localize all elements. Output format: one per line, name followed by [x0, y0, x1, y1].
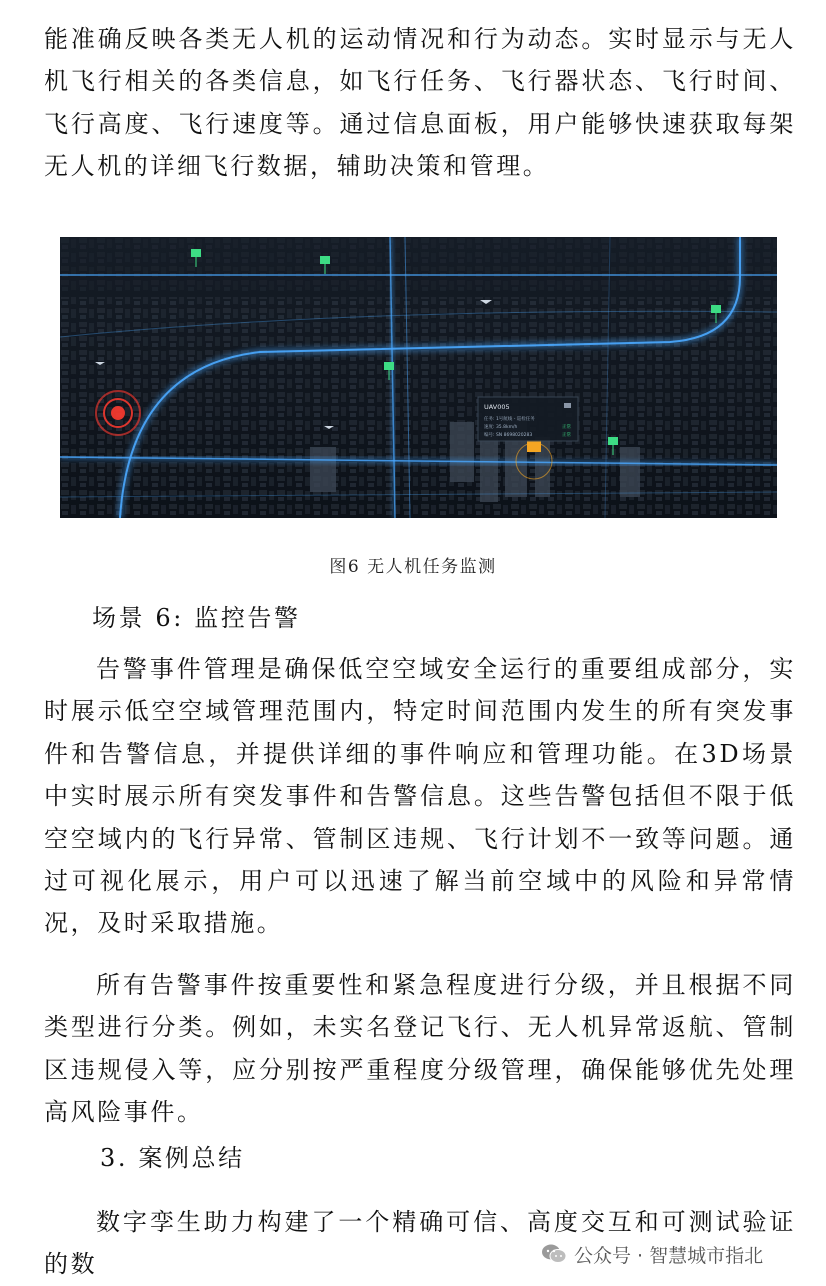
- scene-heading: 场景 6: 监控告警: [92, 604, 301, 632]
- paragraph-alert-management: 告警事件管理是确保低空空域安全运行的重要组成部分，实时展示低空空域管理范围内，特定时间范围内发生的所有突发事件和告警信息，并提供详细的事件响应和管理功能。在3D场景中实时展示所有突发事件和告警信息。这些告警包括但不限于低空空域内的飞行异常、管制区违规、飞行计划不一致等问题。通过可视化展示，用户可以迅速了解当前空域中的风险和异常情况，及时采取措施。: [44, 655, 796, 938]
- panel-status-1: 正常: [562, 425, 571, 430]
- paragraph-summary: 数字孪生助力构建了一个精确可信、高度交互和可测试验证的数: [44, 1208, 796, 1279]
- panel-title: UAV005: [484, 403, 510, 411]
- paragraph-alert-classification: 所有告警事件按重要性和紧急程度进行分级，并且根据不同类型进行分类。例如，未实名登记飞行、无人机异常返航、管制区违规侵入等，应分别按严重程度分级管理，确保能够优先处理高风险事件。: [44, 971, 796, 1127]
- city-map-image: [60, 237, 777, 518]
- panel-line-1: 任务: 1号航线 - 巡检任务: [484, 417, 535, 422]
- panel-status-2: 正常: [562, 433, 571, 438]
- section-heading: 3. 案例总结: [100, 1144, 245, 1172]
- panel-line-2: 速度: 35.8km/h: [484, 425, 518, 430]
- wechat-icon: [540, 1242, 568, 1266]
- drone-monitoring-figure: [60, 237, 777, 518]
- drone-info-panel: [478, 397, 578, 441]
- wechat-watermark: [540, 1238, 763, 1270]
- paragraph-intro: 能准确反映各类无人机的运动情况和行为动态。实时显示与无人机飞行相关的各类信息，如飞行任务、飞行器状态、飞行时间、飞行高度、飞行速度等。通过信息面板，用户能够快速获取每架无人机的详细飞行数据，辅助决策和管理。: [44, 25, 796, 181]
- watermark-text: 公众号 · 智慧城市指北: [574, 1244, 764, 1267]
- figure-caption: 图6 无人机任务监测: [329, 557, 497, 577]
- panel-line-3: 编号: SN 8698020283: [484, 433, 533, 438]
